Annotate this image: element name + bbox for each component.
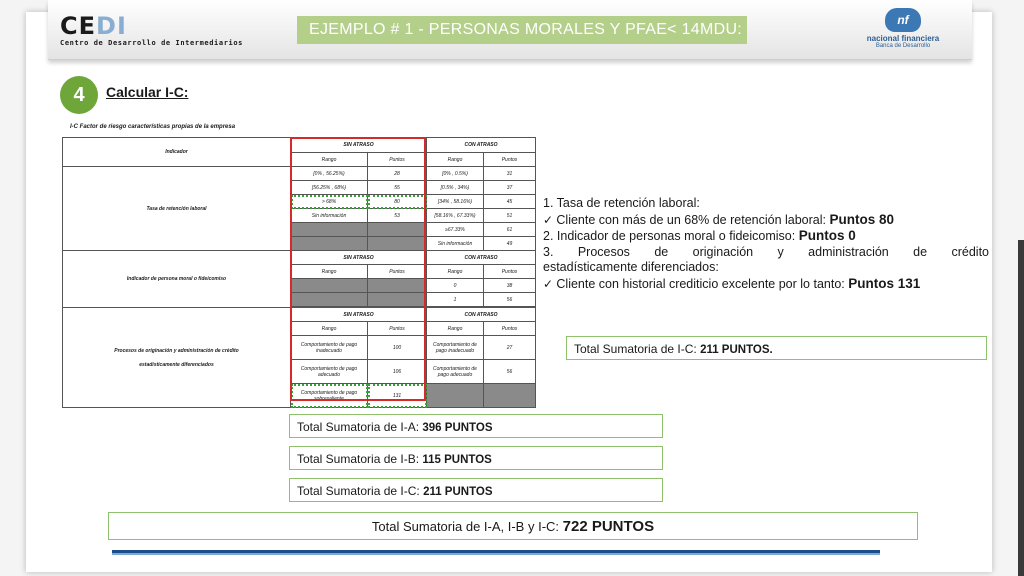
- table-row: Rango Puntos Rango Puntos: [63, 322, 536, 336]
- ib-total-box: Total Sumatoria de I-B: 115 PUNTOS: [289, 446, 663, 470]
- note-3: 3. Procesos de originación y administración de crédito: [543, 244, 989, 259]
- table-row: Comportamiento de pago adecuado 106 Comportamiento de pago adecuado 56: [63, 360, 536, 384]
- footer-rule-light: [112, 553, 880, 555]
- nafin-logo: [858, 8, 948, 49]
- table-row: ≥67.33% 61: [63, 223, 536, 237]
- nafin-icon: nf: [885, 8, 921, 32]
- step-label: Calcular I-C:: [106, 84, 189, 100]
- table-row: Comportamiento de pago inadecuado 100 Comportamiento de pago inadecuado 27: [63, 336, 536, 360]
- nafin-subtitle: Banca de Desarrollo: [875, 43, 931, 49]
- table-row: Procesos de originación y administración de crédito estadísticamente diferenciados SIN ATRASO CON ATRASO: [63, 308, 536, 322]
- cedi-subtitle: Centro de Desarrollo de Intermediarios: [60, 39, 243, 47]
- nafin-name: nacional financiera: [866, 34, 940, 43]
- checkmark-icon: ✓: [543, 276, 557, 291]
- indicator-cell: Tasa de retención laboral: [63, 167, 291, 251]
- selected-points-cell: 80: [368, 195, 427, 209]
- table-row: Rango Puntos Rango Puntos: [63, 265, 536, 279]
- risk-factor-table: [62, 137, 536, 408]
- note-2: 2. Indicador de personas moral o fideicomiso: Puntos 0: [543, 228, 856, 243]
- grand-total-box: Total Sumatoria de I-A, I-B y I-C: 722 PUNTOS: [108, 512, 918, 540]
- table-row: Indicador de persona moral o fideicomiso SIN ATRASO CON ATRASO: [63, 251, 536, 265]
- cedi-logo: [60, 14, 243, 47]
- table-row: [56.25% , 68%) 55 [0.5% , 34%) 37: [63, 181, 536, 195]
- table-row: [63, 138, 536, 153]
- indicator-cell: Indicador de persona moral o fideicomiso: [63, 251, 291, 308]
- note-1-check: ✓ Cliente con más de un 68% de retención laboral: Puntos 80: [543, 211, 894, 227]
- sin-atraso-header: SIN ATRASO: [291, 138, 427, 153]
- note-1: 1. Tasa de retención laboral:: [543, 196, 700, 210]
- indicator-cell: Procesos de originación y administración de crédito estadísticamente diferenciados: [63, 308, 291, 408]
- selected-range-cell: Comportamiento de pago sobresaliente: [291, 384, 368, 408]
- calculation-notes: [543, 196, 989, 292]
- con-atraso-header: CON ATRASO: [427, 138, 536, 153]
- note-3-check: ✓ Cliente con historial crediticio excelente por lo tanto: Puntos 131: [543, 275, 921, 291]
- selected-points-cell: 131: [368, 384, 427, 408]
- table-row: Tasa de retención laboral [0% , 56.25%) 28 [0% , 0.5%) 31: [63, 167, 536, 181]
- ia-total-box: Total Sumatoria de I-A: 396 PUNTOS: [289, 414, 663, 438]
- scrollbar-edge: [1018, 240, 1024, 576]
- step-number-badge: 4: [60, 76, 98, 114]
- cedi-wordmark: CEDI: [60, 12, 127, 40]
- table-row: Sin información 53 [58.16% , 67.33%) 51: [63, 209, 536, 223]
- table-row: Rango Puntos Rango Puntos: [63, 153, 536, 167]
- ic-total-box: Total Sumatoria de I-C: 211 PUNTOS: [289, 478, 663, 502]
- table-row: > 68% 80 [34% , 58.16%) 45: [63, 195, 536, 209]
- note-3-cont: estadísticamente diferenciados:: [543, 260, 719, 274]
- table-row: 1 56: [63, 293, 536, 307]
- indicator-header: Indicador: [63, 138, 291, 167]
- selected-range-cell: > 68%: [291, 195, 368, 209]
- table-row: Sin información 49: [63, 237, 536, 251]
- ic-total-box-right: Total Sumatoria de I-C: 211 PUNTOS.: [566, 336, 987, 360]
- checkmark-icon: ✓: [543, 212, 557, 227]
- table-row: 0 38: [63, 279, 536, 293]
- slide-title: EJEMPLO # 1 - PERSONAS MORALES Y PFAE< 14MDU:: [297, 16, 747, 44]
- table-caption: I-C Factor de riesgo características propias de la empresa: [70, 124, 236, 130]
